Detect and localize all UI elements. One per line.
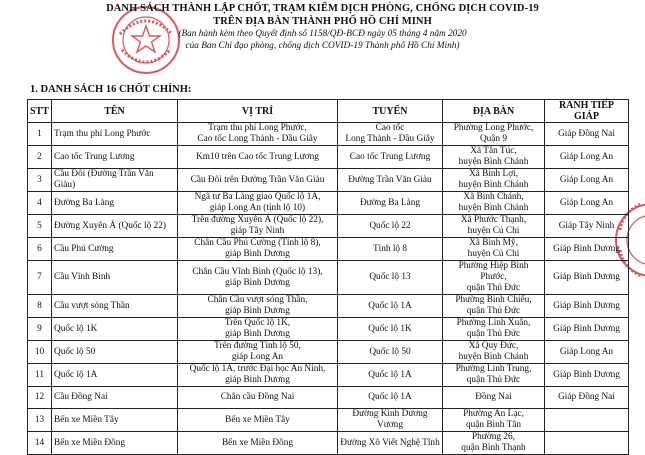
cell-dia-ban-text: Đồng Nai — [475, 392, 512, 402]
cell-tuyen — [338, 409, 443, 432]
cell-dia-ban-text: Xã Bình Mỹ, — [469, 238, 518, 248]
cell-dia-ban-text: huyện Củ Chi — [467, 249, 520, 259]
cell-ten-text: Cao tốc Trung Lương — [54, 151, 135, 162]
cell-vi-tri-text: giáp Long An (tỉnh lộ 10) — [209, 203, 306, 213]
cell-vi-tri-text: giáp Bình Dương — [225, 375, 290, 385]
cell-dia-ban-text: Quận 9 — [479, 134, 508, 144]
column-header-ranh-tiep-giap: RANH TIẾP GIÁP — [545, 100, 629, 123]
cell-ten — [52, 169, 178, 192]
cell-ranh-tiep-giap-text: Giáp Bình Dương — [553, 369, 620, 380]
cell-tuyen-text: Cao tốc — [375, 123, 405, 133]
cell-stt-text: 11 — [35, 369, 44, 380]
cell-dia-ban-text: huyện Bình Chánh — [458, 352, 529, 362]
cell-ranh-tiep-giap — [545, 387, 629, 409]
cell-vi-tri-text: giáp Long An — [231, 352, 284, 362]
column-header-dia-ban: ĐỊA BÀN — [443, 100, 545, 123]
cell-ten-text: Quốc lộ 1K — [54, 323, 98, 334]
cell-ranh-tiep-giap — [545, 409, 629, 432]
cell-ranh-tiep-giap-text: Giáp Long An — [559, 346, 614, 357]
table-row — [28, 387, 629, 409]
cell-dia-ban-text: quận Thủ Đức — [466, 375, 521, 385]
cell-vi-tri — [178, 409, 338, 432]
cell-tuyen-text: Đường Kinh Dương Vương — [352, 409, 428, 430]
cell-stt — [28, 238, 52, 261]
table-row — [28, 341, 629, 364]
cell-ranh-tiep-giap-text: Giáp Bình Dương — [553, 243, 620, 254]
cell-vi-tri — [178, 192, 338, 215]
cell-ten — [52, 409, 178, 432]
cell-stt — [28, 261, 52, 295]
cell-dia-ban — [443, 409, 545, 432]
cell-stt-text: 10 — [34, 346, 45, 357]
cell-dia-ban-text: quận Thủ Đức — [466, 283, 521, 293]
cell-vi-tri-text: Trên đường Tỉnh lộ 50, — [214, 341, 301, 351]
cell-ten-text: Cầu Đồng Nai — [54, 392, 108, 402]
cell-stt-text: 12 — [34, 392, 45, 402]
cell-vi-tri — [178, 295, 338, 318]
cell-stt — [28, 432, 52, 455]
cell-vi-tri — [178, 123, 338, 146]
cell-stt — [28, 169, 52, 192]
cell-ranh-tiep-giap — [545, 318, 629, 341]
cell-ranh-tiep-giap — [545, 341, 629, 364]
column-header-ten: TÊN — [52, 100, 178, 123]
cell-tuyen-text: Cao tốc Trung Lương — [349, 151, 431, 162]
cell-ten — [52, 341, 178, 364]
cell-stt-text: 3 — [37, 174, 42, 185]
cell-dia-ban-text: quận Bình Thạnh — [461, 443, 526, 453]
cell-ten — [52, 295, 178, 318]
cell-dia-ban-text: Phường 26, — [471, 432, 516, 442]
cell-ten-text: Cầu Vĩnh Bình — [54, 272, 111, 282]
cell-stt-text: 1 — [37, 128, 42, 139]
table-row — [28, 192, 629, 215]
cell-dia-ban-text: Xã Quy Đức, — [468, 341, 519, 351]
cell-dia-ban — [443, 123, 545, 146]
cell-tuyen-text: Quốc lộ 22 — [369, 220, 411, 231]
cell-vi-tri-text: giáp Bình Dương — [225, 329, 290, 339]
cell-stt — [28, 215, 52, 238]
document-subtitle-line2: của Ban Chỉ đạo phòng, chống dịch COVID-19 Thành phố Hồ Chí Minh) — [185, 41, 460, 51]
cell-ranh-tiep-giap-text: Giáp Long An — [559, 151, 614, 162]
cell-dia-ban-text: huyện Bình Chánh — [458, 180, 529, 190]
cell-ranh-tiep-giap — [545, 295, 629, 318]
cell-dia-ban-text: Xã Phước Thạnh, — [460, 215, 527, 225]
cell-vi-tri-text: Bến xe Miền Tây — [225, 414, 290, 425]
cell-vi-tri-text: Trạm thu phí Long Phước, — [208, 123, 307, 133]
cell-vi-tri — [178, 215, 338, 238]
cell-vi-tri — [178, 318, 338, 341]
cell-dia-ban — [443, 146, 545, 169]
cell-ranh-tiep-giap-text: Giáp Đồng Nai — [558, 128, 615, 139]
cell-vi-tri — [178, 261, 338, 295]
cell-tuyen — [338, 169, 443, 192]
cell-dia-ban-text: huyện Củ Chi — [467, 226, 520, 236]
cell-vi-tri-text: giáp Tây Ninh — [230, 226, 285, 236]
cell-stt — [28, 146, 52, 169]
cell-ranh-tiep-giap — [545, 238, 629, 261]
cell-stt-text: 4 — [37, 197, 42, 208]
cell-tuyen — [338, 364, 443, 387]
cell-tuyen-text: Quốc lộ 1A — [368, 369, 412, 380]
cell-stt-text: 8 — [37, 300, 42, 311]
cell-stt — [28, 364, 52, 387]
cell-ten-text: Bến xe Miền Tây — [54, 414, 119, 425]
cell-dia-ban-text: huyện Bình Chánh — [458, 157, 529, 167]
cell-vi-tri-text: Trên Quốc lộ 1K, — [224, 318, 291, 328]
cell-dia-ban — [443, 318, 545, 341]
cell-dia-ban — [443, 169, 545, 192]
cell-vi-tri — [178, 387, 338, 409]
cell-dia-ban — [443, 364, 545, 387]
cell-dia-ban-text: huyện Bình Chánh — [458, 203, 529, 213]
cell-vi-tri — [178, 238, 338, 261]
cell-ranh-tiep-giap — [545, 364, 629, 387]
column-header-stt: STT — [28, 100, 52, 123]
cell-ten — [52, 261, 178, 295]
cell-ten — [52, 215, 178, 238]
cell-dia-ban-text: Phường An Lạc, — [463, 409, 524, 419]
cell-vi-tri-text: Cầu Đôi trên Đường Trần Văn Giàu — [190, 174, 325, 185]
cell-dia-ban-text: Xã Tân Túc, — [470, 146, 517, 156]
table-row — [28, 409, 629, 432]
cell-ranh-tiep-giap-text: Giáp Tây Ninh — [558, 220, 615, 231]
cell-vi-tri — [178, 432, 338, 455]
cell-stt — [28, 318, 52, 341]
cell-tuyen-text: Quốc lộ 1K — [368, 323, 412, 334]
cell-vi-tri-text: giáp Bình Dương — [225, 249, 290, 259]
cell-dia-ban-text: Phường Long Phước, — [453, 123, 534, 133]
column-header-vi-tri: VỊ TRÍ — [178, 100, 338, 123]
cell-dia-ban — [443, 387, 545, 409]
cell-ten-text: Đường Xuyên Á (Quốc lộ 22) — [54, 220, 166, 231]
cell-ten-text: Đường Ba Làng — [54, 197, 115, 208]
cell-vi-tri — [178, 169, 338, 192]
cell-ten-text: Trạm thu phí Long Phước — [54, 128, 151, 139]
cell-stt — [28, 409, 52, 432]
document-header — [0, 2, 645, 52]
cell-tuyen-text: Long Thành - Dầu Giây — [345, 134, 435, 144]
cell-dia-ban-text: Phường Bình Chiểu, — [455, 295, 532, 305]
cell-vi-tri-text: giáp Bình Dương — [225, 277, 290, 288]
cell-ranh-tiep-giap-text: Giáp Bình Dương — [553, 272, 620, 282]
cell-ten — [52, 123, 178, 146]
cell-ranh-tiep-giap — [545, 123, 629, 146]
cell-vi-tri-text: Cao tốc Long Thành - Dầu Giây — [197, 134, 318, 144]
cell-tuyen-text: Tỉnh lộ 8 — [372, 243, 408, 254]
cell-ranh-tiep-giap-text: Giáp Bình Dương — [553, 300, 620, 311]
cell-tuyen — [338, 341, 443, 364]
cell-dia-ban-text: quận Bình Tân — [465, 420, 522, 430]
table-row — [28, 238, 629, 261]
cell-ranh-tiep-giap-text: Giáp Long An — [559, 174, 614, 185]
cell-tuyen — [338, 432, 443, 455]
cell-ranh-tiep-giap — [545, 261, 629, 295]
cell-ranh-tiep-giap — [545, 146, 629, 169]
cell-tuyen — [338, 261, 443, 295]
cell-ten — [52, 146, 178, 169]
cell-stt — [28, 192, 52, 215]
cell-ranh-tiep-giap-text: Giáp Bình Dương — [553, 323, 620, 334]
cell-vi-tri-text: Chân Cầu vượt sóng Thần, — [207, 295, 308, 305]
table-row — [28, 364, 629, 387]
cell-stt-text: 7 — [37, 272, 42, 282]
cell-dia-ban-text: Xã Bình Chánh, — [463, 192, 524, 202]
cell-dia-ban — [443, 295, 545, 318]
cell-vi-tri-text: Chân Cầu Vĩnh Bình (Quốc lộ 13), — [192, 266, 323, 277]
cell-ranh-tiep-giap — [545, 215, 629, 238]
cell-ten-text: Bến xe Miền Đông — [54, 437, 126, 448]
cell-dia-ban — [443, 432, 545, 455]
cell-tuyen — [338, 146, 443, 169]
cell-tuyen — [338, 192, 443, 215]
cell-tuyen-text: Đường Xô Viết Nghệ Tĩnh — [340, 437, 440, 448]
cell-dia-ban-text: Xã Bình Lợi, — [468, 169, 519, 179]
document-title: DANH SÁCH THÀNH LẬP CHỐT, TRẠM KIỂM DỊCH PHÒNG, CHỐNG DỊCH COVID-19 — [106, 3, 539, 14]
cell-stt — [28, 295, 52, 318]
table-row — [28, 295, 629, 318]
cell-dia-ban-text: Phường Linh Xuân, — [456, 318, 531, 328]
cell-tuyen-text: Quốc lộ 1A — [368, 392, 412, 402]
cell-ten-text: Cầu Phú Cường — [54, 243, 114, 254]
cell-dia-ban-text: quận Thủ Đức — [466, 306, 521, 316]
cell-vi-tri — [178, 341, 338, 364]
cell-ten — [52, 432, 178, 455]
cell-ranh-tiep-giap — [545, 169, 629, 192]
cell-tuyen-text: Quốc lộ 1A — [368, 300, 412, 311]
cell-ranh-tiep-giap-text: Giáp Long An — [559, 197, 614, 208]
cell-dia-ban — [443, 215, 545, 238]
cell-ten-text: Quốc lộ 50 — [54, 346, 96, 357]
cell-ranh-tiep-giap — [545, 192, 629, 215]
cell-vi-tri-text: Ngã tư Ba Làng giao Quốc lộ 1A, — [194, 192, 321, 202]
cell-stt-text: 2 — [37, 151, 42, 162]
cell-tuyen — [338, 123, 443, 146]
section-title: 1. DANH SÁCH 16 CHỐT CHÍNH: — [30, 84, 192, 95]
cell-tuyen-text: Đường Ba Làng — [359, 197, 421, 208]
column-header-tuyen: TUYẾN — [338, 100, 443, 123]
cell-tuyen-text: Quốc lộ 13 — [369, 272, 411, 282]
cell-stt-text: 5 — [37, 220, 42, 231]
cell-dia-ban-text: Phường Linh Trung, — [455, 364, 532, 374]
cell-vi-tri-text: giáp Bình Dương — [225, 306, 290, 316]
table-header-row — [28, 100, 629, 123]
cell-stt — [28, 387, 52, 409]
cell-dia-ban-text: quận Thủ Đức — [466, 329, 521, 339]
cell-stt-text: 13 — [34, 414, 45, 425]
cell-dia-ban — [443, 261, 545, 295]
cell-tuyen — [338, 318, 443, 341]
cell-ten-text: Cầu vượt sóng Thần — [54, 300, 130, 311]
table-row — [28, 215, 629, 238]
cell-dia-ban-text: Phường Hiệp Bình Phước, — [458, 261, 529, 282]
cell-dia-ban — [443, 192, 545, 215]
table-row — [28, 169, 629, 192]
cell-vi-tri-text: Quốc lộ 1A, trước Đại học An Ninh, — [189, 364, 326, 374]
cell-stt-text: 14 — [34, 437, 45, 448]
document-subtitle: (Ban hành kèm theo Quyết định số 1158/QĐ-BCĐ ngày 05 tháng 4 năm 2020 — [178, 29, 467, 39]
cell-vi-tri-text: Bến xe Miền Đông — [221, 437, 293, 448]
cell-ten — [52, 318, 178, 341]
cell-vi-tri-text: Trên đường Xuyên Á (Quốc lộ 22), — [191, 215, 324, 225]
cell-stt — [28, 341, 52, 364]
checkpoint-table — [27, 99, 629, 455]
cell-vi-tri — [178, 364, 338, 387]
table-row — [28, 318, 629, 341]
cell-tuyen — [338, 215, 443, 238]
cell-tuyen-text: Đường Trần Văn Giàu — [348, 174, 432, 185]
cell-dia-ban — [443, 341, 545, 364]
table-row — [28, 261, 629, 295]
cell-vi-tri-text: Chân Cầu Phú Cường (Tỉnh lộ 8), — [194, 238, 321, 248]
cell-ten — [52, 238, 178, 261]
cell-tuyen — [338, 238, 443, 261]
cell-ranh-tiep-giap-text: Giáp Đồng Nai — [558, 392, 615, 402]
cell-vi-tri-text: Chân cầu Đồng Nai — [220, 392, 295, 402]
document-title-line2: TRÊN ĐỊA BÀN THÀNH PHỐ HỒ CHÍ MINH — [213, 16, 432, 27]
cell-ten-text: Quốc lộ 1A — [54, 369, 98, 380]
cell-dia-ban — [443, 238, 545, 261]
cell-ten — [52, 192, 178, 215]
cell-stt — [28, 123, 52, 146]
cell-tuyen — [338, 295, 443, 318]
cell-ranh-tiep-giap — [545, 432, 629, 455]
table-row — [28, 146, 629, 169]
cell-ten — [52, 387, 178, 409]
table-row — [28, 123, 629, 146]
cell-stt-text: 9 — [37, 323, 42, 334]
cell-ten — [52, 364, 178, 387]
cell-tuyen — [338, 387, 443, 409]
cell-stt-text: 6 — [37, 243, 42, 254]
cell-vi-tri-text: Km10 trên Cao tốc Trung Lương — [196, 151, 319, 162]
table-row — [28, 432, 629, 455]
cell-vi-tri — [178, 146, 338, 169]
cell-tuyen-text: Quốc lộ 50 — [369, 346, 411, 357]
cell-ten-text: Cầu Đôi (Đường Trần Văn Giàu) — [54, 169, 154, 190]
